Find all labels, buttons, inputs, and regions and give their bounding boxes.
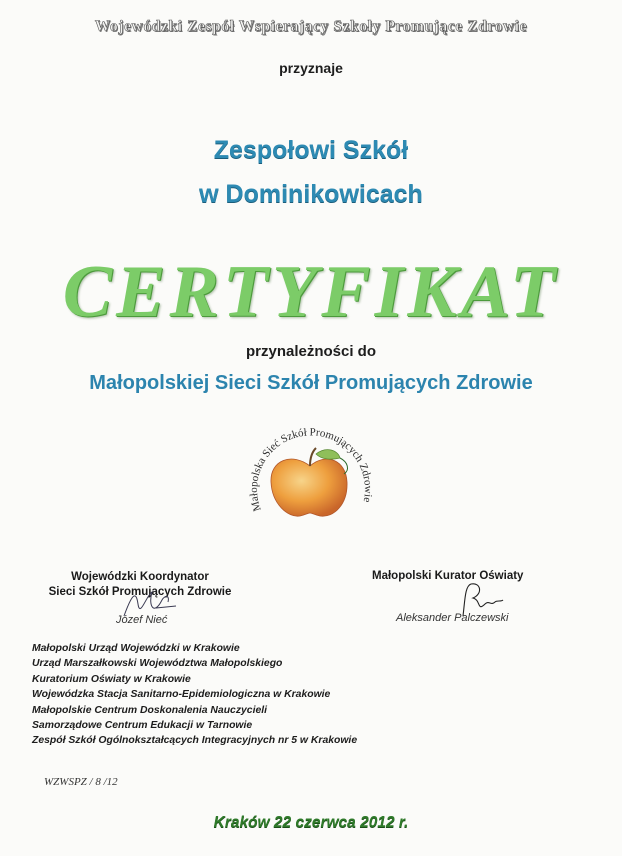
place-date: Kraków 22 czerwca 2012 r. xyxy=(213,814,409,831)
partners-list xyxy=(32,641,357,749)
signature-left-name: Józef Nieć xyxy=(116,614,168,626)
recipient-line-1: Zespołowi Szkół xyxy=(213,136,409,164)
grants-text: przyznaje xyxy=(279,60,343,76)
belonging-text: przynależności do xyxy=(245,343,377,360)
header-organization: Wojewódzki Zespół Wspierający Szkoły Promujące Zdrowie xyxy=(94,18,528,35)
recipient-name xyxy=(0,128,622,216)
signature-left-title-line-2: Sieci Szkół Promujących Zdrowie xyxy=(48,586,232,598)
signature-right-title: Małopolski Kurator Oświaty xyxy=(372,570,524,582)
logo-ring-text: Małopolska Sieć Szkół Promujących Zdrowie xyxy=(247,426,375,513)
partner-item: Małopolskie Centrum Doskonalenia Nauczycieli xyxy=(32,704,268,716)
network-name: Małopolskiej Sieci Szkół Promujących Zdrowie xyxy=(89,372,533,394)
network-logo xyxy=(240,408,380,543)
signature-left-title-line-1: Wojewódzki Koordynator xyxy=(71,571,209,583)
partner-item: Samorządowe Centrum Edukacji w Tarnowie xyxy=(32,720,253,732)
partner-item: Wojewódzka Stacja Sanitarno-Epidemiologiczna w Krakowie xyxy=(32,689,331,701)
recipient-line-2: w Dominikowicach xyxy=(199,180,423,208)
certificate-title: CERTYFIKAT xyxy=(62,251,560,333)
partner-item: Urząd Marszałkowski Województwa Małopolskiego xyxy=(32,658,283,670)
partner-item: Zespół Szkół Ogólnokształcących Integracyjnych nr 5 w Krakowie xyxy=(32,735,358,747)
reference-number: WZWSPZ / 8 /12 xyxy=(44,776,118,788)
partner-item: Kuratorium Oświaty w Krakowie xyxy=(32,673,191,685)
signature-right-name: Aleksander Palczewski xyxy=(396,612,509,624)
apple-icon xyxy=(271,448,348,516)
partner-item: Małopolski Urząd Wojewódzki w Krakowie xyxy=(32,643,240,654)
